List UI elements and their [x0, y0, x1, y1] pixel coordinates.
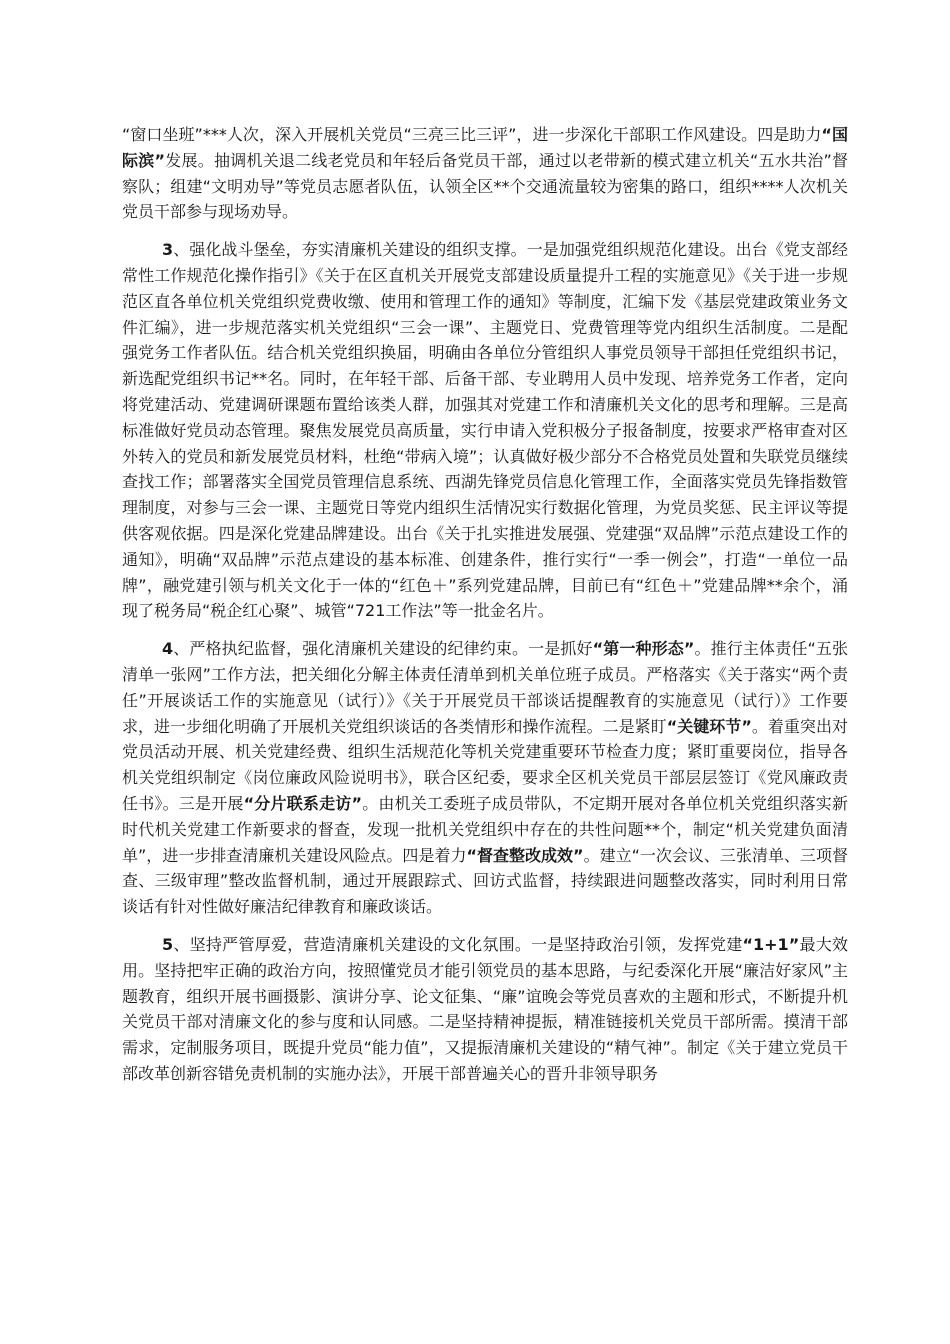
section-number: 3	[162, 240, 174, 260]
paragraph-3-organization	[122, 237, 848, 624]
paragraph-5-culture	[122, 932, 848, 1087]
bold-phrase: “分片联系走访”	[243, 793, 363, 813]
paragraph-4-discipline	[122, 636, 848, 920]
bold-phrase: “督查整改成效”	[466, 845, 584, 865]
paragraph-text: 最大效用。坚持把牢正确的政治方向，按照懂党员才能引领党员的基本思路，与纪委深化开展“廉洁好家风”主题教育，组织开展书画摄影、演讲分享、论文征集、“廉”谊晚会等党员喜欢的主题和形式，不断提升机关党员干部对清廉文化的参与度和认同感。二是坚持精神提振，精准链接机关党员干部所需。摸清干部需求，定制服务项目，既提升党员“能力值”，又提振清廉机关建设的“精气神”。制定《关于建立党员干部改革创新容错免责机制的实施办法》，开展干部普遍关心的晋升非领导职务	[122, 934, 848, 1083]
bold-phrase: “第一种形态”	[592, 639, 695, 659]
bold-phrase: “关键环节”	[666, 716, 752, 736]
bold-phrase: “国际滨”	[122, 125, 848, 170]
paragraph-text: 。着重突出对党员活动开展、机关党建经费、组织生活规范化等机关党建重要环节检查力度；紧盯重要岗位，指导各机关党组织制定《岗位廉政风险说明书》，联合区纪委，要求全区机关党员干部层层签订《党风廉政责任书》。三是开展	[122, 716, 848, 813]
paragraph-text: 发展。抽调机关退二线老党员和年轻后备党员干部，通过以老带新的模式建立机关“五水共治”督察队；组建“文明劝导”等党员志愿者队伍，认领全区**个交通流量较为密集的路口，组织****人次机关党员干部参与现场劝导。	[122, 150, 848, 222]
paragraph-text: 。建立“一次会议、三张清单、三项督查、三级审理”整改监督机制，通过开展跟踪式、回访式监督，持续跟进问题整改落实，同时利用日常谈话有针对性做好廉洁纪律教育和廉政谈话。	[122, 845, 848, 917]
document-page	[122, 122, 848, 1087]
paragraph-window-duty	[122, 122, 848, 225]
paragraph-text: 、严格执纪监督，强化清廉机关建设的纪律约束。一是抓好	[173, 639, 593, 659]
paragraph-text: 。推行主体责任“五张清单一张网”工作方法，把关细化分解主体责任清单到机关单位班子成员。严格落实《关于落实“两个责任”开展谈话工作的实施意见（试行）》《关于开展党员干部谈话提醒教育的实施意见（试行）》工作要求，进一步细化明确了开展机关党组织谈话的各类情形和操作流程。二是紧盯	[122, 639, 848, 736]
paragraph-text: 、坚持严管厚爱，营造清廉机关建设的文化氛围。一是坚持政治引领，发挥党建	[173, 934, 743, 954]
paragraph-text: 、强化战斗堡垒，夯实清廉机关建设的组织支撑。一是加强党组织规范化建设。出台《党支部经常性工作规范化操作指引》《关于在区直机关开展党支部建设质量提升工程的实施意见》《关于进一步规范区直各单位机关党组织党费收缴、使用和管理工作的通知》等制度，汇编下发《基层党建政策业务文件汇编》，进一步规范落实机关党组织“三会一课”、主题党日、党费管理等党内组织生活制度。二是配强党务工作者队伍。结合机关党组织换届，明确由各单位分管组织人事党员领导干部担任党组织书记，新选配党组织书记**名。同时，在年轻干部、后备干部、专业聘用人员中发现、培养党务工作者，定向将党建活动、党建调研课题布置给该类人群，加强其对党建工作和清廉机关文化的思考和理解。三是高标准做好党员动态管理。聚焦发展党员高质量，实行申请入党积极分子报备制度，按要求严格审查对区外转入的党员和新发展党员材料，杜绝“带病入境”；认真做好极少部分不合格党员处置和失联党员继续查找工作；部署落实全国党员管理信息系统、西湖先锋党员信息化管理工作，全面落实党员先锋指数管理制度，对参与三会一课、主题党日等党内组织生活情况实行数据化管理，为党员奖惩、民主评议等提供客观依据。四是深化党建品牌建设。出台《关于扎实推进发展强、党建强“双品牌”示范点建设工作的通知》，明确“双品牌”示范点建设的基本标准、创建条件，推行实行“一季一例会”，打造“一单位一品牌”，融党建引领与机关文化于一体的“红色＋”系列党建品牌，目前已有“红色＋”党建品牌**余个，涌现了税务局“税企红心聚”、城管“721工作法”等一批金名片。	[122, 240, 848, 621]
bold-phrase: “1+1”	[742, 934, 800, 954]
paragraph-text: “窗口坐班”***人次，深入开展机关党员“三亮三比三评”，进一步深化干部职工作风建设。四是助力	[122, 125, 822, 144]
paragraph-text: 。由机关工委班子成员带队，不定期开展对各单位机关党组织落实新时代机关党建工作新要求的督查，发现一批机关党组织中存在的共性问题**个，制定“机关党建负面清单”，进一步排查清廉机关建设风险点。四是着力	[122, 793, 848, 865]
section-number: 5	[162, 934, 174, 954]
section-number: 4	[162, 639, 174, 659]
